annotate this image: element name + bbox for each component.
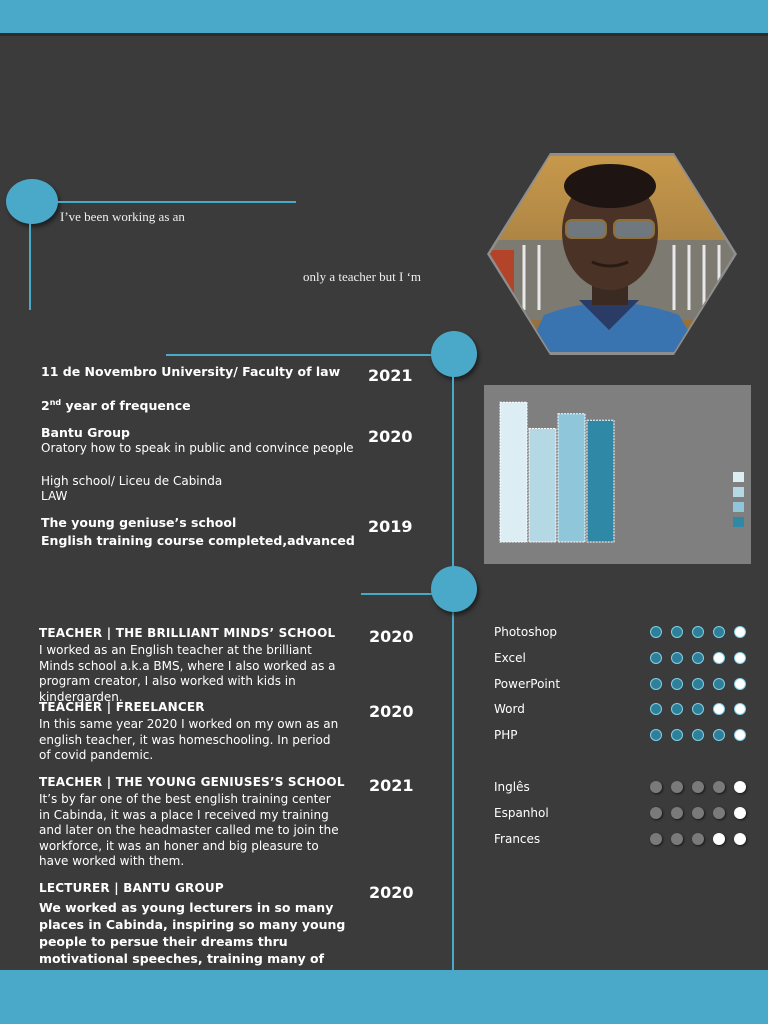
job-year-3: 2021 [369, 776, 414, 795]
education-title-4: High school/ Liceu de Cabinda [41, 474, 223, 488]
education-desc-4: LAW [41, 489, 68, 503]
skill-rating-dot [713, 678, 725, 690]
language-rating-dot [734, 807, 746, 819]
experience-horizontal-line [361, 593, 433, 595]
skill-label: Word [494, 702, 525, 717]
intro-text-line-1: I’ve been working as an [60, 209, 185, 224]
job-desc-4: We worked as young lecturers in so many places in Cabinda, inspiring so many young people to persue their dreams thru motivational speeches, training many of [39, 900, 346, 966]
education-title-1: 11 de Novembro University/ Faculty of law [41, 364, 341, 379]
job-title-2: TEACHER | FREELANCER [39, 700, 205, 714]
chart-bar-2 [529, 429, 556, 542]
skill-rating-dot [671, 729, 683, 741]
language-rating-dot [734, 833, 746, 845]
skill-rating-dot [713, 652, 725, 664]
chart-legend-swatch-2 [733, 487, 744, 497]
skill-rating-dot [650, 678, 662, 690]
language-label: Frances [494, 831, 541, 846]
job-desc-2: In this same year 2020 I worked on my own as an english teacher, it was homeschooling. In period of covid pandemic. [39, 717, 339, 762]
education-title-3: Bantu Group [41, 425, 130, 440]
skill-rating-dot [671, 626, 683, 638]
job-desc-3: It’s by far one of the best english training center in Cabinda, it was a place I received my training and later on the headmaster called me to join the workforce, it was an honer and big pleasure to have worked with them. [39, 792, 339, 868]
language-rating-dot [692, 781, 704, 793]
job-year-4: 2020 [369, 883, 414, 902]
skill-rating-dot [650, 703, 662, 715]
job-title-4: LECTURER | BANTU GROUP [39, 881, 224, 895]
skill-rating-dot [734, 626, 746, 638]
chart-bar-4 [587, 420, 614, 542]
profile-photo [484, 150, 740, 358]
skill-rating-dot [650, 652, 662, 664]
language-rating-dot [671, 833, 683, 845]
skill-rating-dot [692, 626, 704, 638]
skill-label: Excel [494, 650, 526, 665]
bottom-banner [0, 970, 768, 1024]
language-rating-dot [650, 833, 662, 845]
top-banner [0, 0, 768, 36]
chart-bar-1 [500, 402, 527, 542]
skill-rating-dot [734, 729, 746, 741]
language-rating-dot [713, 833, 725, 845]
intro-text-line-2: only a teacher but I ‘m [303, 269, 422, 284]
chart-svg [484, 385, 751, 564]
skill-rating-dot [713, 729, 725, 741]
language-label: Espanhol [494, 805, 549, 820]
job-year-1: 2020 [369, 627, 414, 646]
language-rating-dot [671, 807, 683, 819]
skill-label: PHP [494, 728, 518, 743]
skill-rating-dot [734, 703, 746, 715]
skill-rating-dot [692, 703, 704, 715]
job-desc-1: I worked as an English teacher at the brilliant Minds school a.k.a BMS, where I also worked as a program creator, I also worked with kids in kindergarden. [39, 643, 336, 704]
language-rating-dot [650, 781, 662, 793]
language-rating-dot [692, 833, 704, 845]
chart-legend-swatch-4 [733, 517, 744, 527]
intro-horizontal-line [55, 201, 296, 203]
chart-bar-3 [558, 414, 585, 542]
language-rating-dot [692, 807, 704, 819]
education-circle-node [431, 331, 477, 377]
language-label: Inglês [494, 780, 530, 794]
intro-circle-node [6, 179, 58, 224]
skill-rating-dot [671, 678, 683, 690]
education-year-3: 2020 [368, 427, 413, 446]
chart-legend-swatch-1 [733, 472, 744, 482]
language-rating-dot [650, 807, 662, 819]
education-desc-3: Oratory how to speak in public and convince people [41, 441, 354, 455]
skill-rating-dot [692, 729, 704, 741]
skill-rating-dot [671, 703, 683, 715]
language-rating-dot [671, 781, 683, 793]
education-year-5: 2019 [368, 517, 413, 536]
skill-rating-dot [692, 652, 704, 664]
language-rating-dot [713, 781, 725, 793]
skill-label: PowerPoint [494, 676, 561, 691]
skill-rating-dot [734, 652, 746, 664]
skill-rating-dot [713, 626, 725, 638]
skill-rating-dot [713, 703, 725, 715]
skill-rating-dot [734, 678, 746, 690]
intro-vertical-line [29, 222, 31, 310]
skills-bar-chart [484, 385, 751, 564]
chart-legend-swatch-3 [733, 502, 744, 512]
skill-rating-dot [650, 729, 662, 741]
experience-circle-node [431, 566, 477, 612]
education-horizontal-line [166, 354, 434, 356]
education-title-5: The young geniuse’s school [41, 515, 237, 530]
skill-label: Photoshop [494, 625, 558, 639]
language-rating-dot [734, 781, 746, 793]
language-rating-dot [713, 807, 725, 819]
job-title-3: TEACHER | THE YOUNG GENIUSES’S SCHOOL [39, 775, 345, 789]
job-year-2: 2020 [369, 702, 414, 721]
skill-rating-dot [671, 652, 683, 664]
job-title-1: TEACHER | THE BRILLIANT MINDS’ SCHOOL [39, 626, 336, 640]
skill-rating-dot [692, 678, 704, 690]
education-year-1: 2021 [368, 366, 413, 385]
skill-rating-dot [650, 626, 662, 638]
main-vertical-line [452, 376, 454, 970]
education-title-2: 2nd year of frequence [41, 398, 191, 414]
education-desc-5: English training course completed,advanced [41, 533, 355, 548]
